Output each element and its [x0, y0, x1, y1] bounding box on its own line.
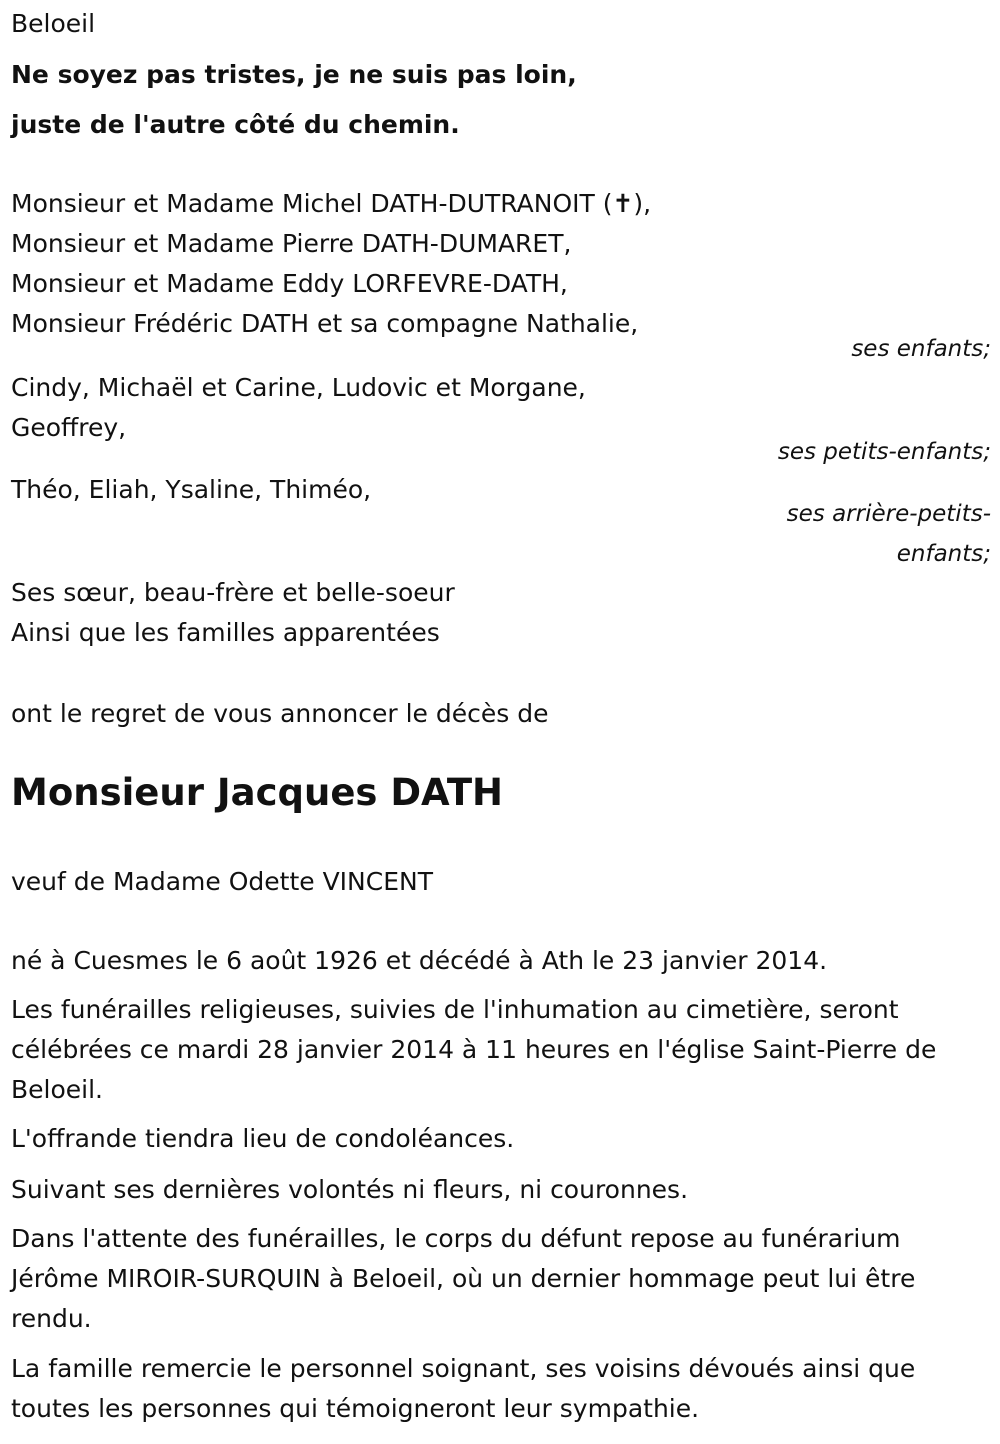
quote-line-1: Ne soyez pas tristes, je ne suis pas loin, [11, 60, 577, 89]
grandchildren-label: ses petits-enfants; [777, 439, 991, 465]
paragraph-wishes: Suivant ses dernières volontés ni fleurs, ni couronnes. [11, 1175, 689, 1204]
announcement: ont le regret de vous annoncer le décès de [11, 699, 549, 728]
widower-of: veuf de Madame Odette VINCENT [11, 867, 433, 896]
location: Beloeil [11, 9, 96, 38]
great-grandchildren-line: Théo, Eliah, Ysaline, Thiméo, [11, 475, 372, 504]
grandchildren-line: Geoffrey, [11, 413, 127, 442]
family-line-2: Ainsi que les familles apparentées [11, 618, 440, 647]
children-line: Monsieur Frédéric DATH et sa compagne Nathalie, [11, 309, 639, 338]
paragraph-offering: L'offrande tiendra lieu de condoléances. [11, 1124, 515, 1153]
children-line: Monsieur et Madame Eddy LORFEVRE-DATH, [11, 269, 568, 298]
children-line: Monsieur et Madame Michel DATH-DUTRANOIT (✝), [11, 189, 652, 218]
children-line: Monsieur et Madame Pierre DATH-DUMARET, [11, 229, 572, 258]
quote-line-2: juste de l'autre côté du chemin. [11, 110, 460, 139]
great-grandchildren-label-1: ses arrière-petits- [786, 501, 991, 527]
children-label: ses enfants; [851, 336, 991, 362]
great-grandchildren-label-2: enfants; [896, 541, 991, 567]
grandchildren-line: Cindy, Michaël et Carine, Ludovic et Morgane, [11, 373, 586, 402]
paragraph-thanks: La famille remercie le personnel soignant, ses voisins dévoués ainsi que toutes les personnes qui témoigneront leur sympathie. [11, 1354, 916, 1423]
family-line-1: Ses sœur, beau-frère et belle-soeur [11, 578, 455, 607]
paragraph-funerarium: Dans l'attente des funérailles, le corps du défunt repose au funérarium Jérôme MIROIR-SURQUIN à Beloeil, où un dernier hommage peut lui être rendu. [11, 1224, 916, 1333]
birth-death: né à Cuesmes le 6 août 1926 et décédé à Ath le 23 janvier 2014. [11, 946, 828, 975]
paragraph-funeral: Les funérailles religieuses, suivies de l'inhumation au cimetière, seront célébrées ce mardi 28 janvier 2014 à 11 heures en l'église Saint-Pierre de Beloeil. [11, 995, 937, 1104]
deceased-name: Monsieur Jacques DATH [11, 771, 504, 814]
